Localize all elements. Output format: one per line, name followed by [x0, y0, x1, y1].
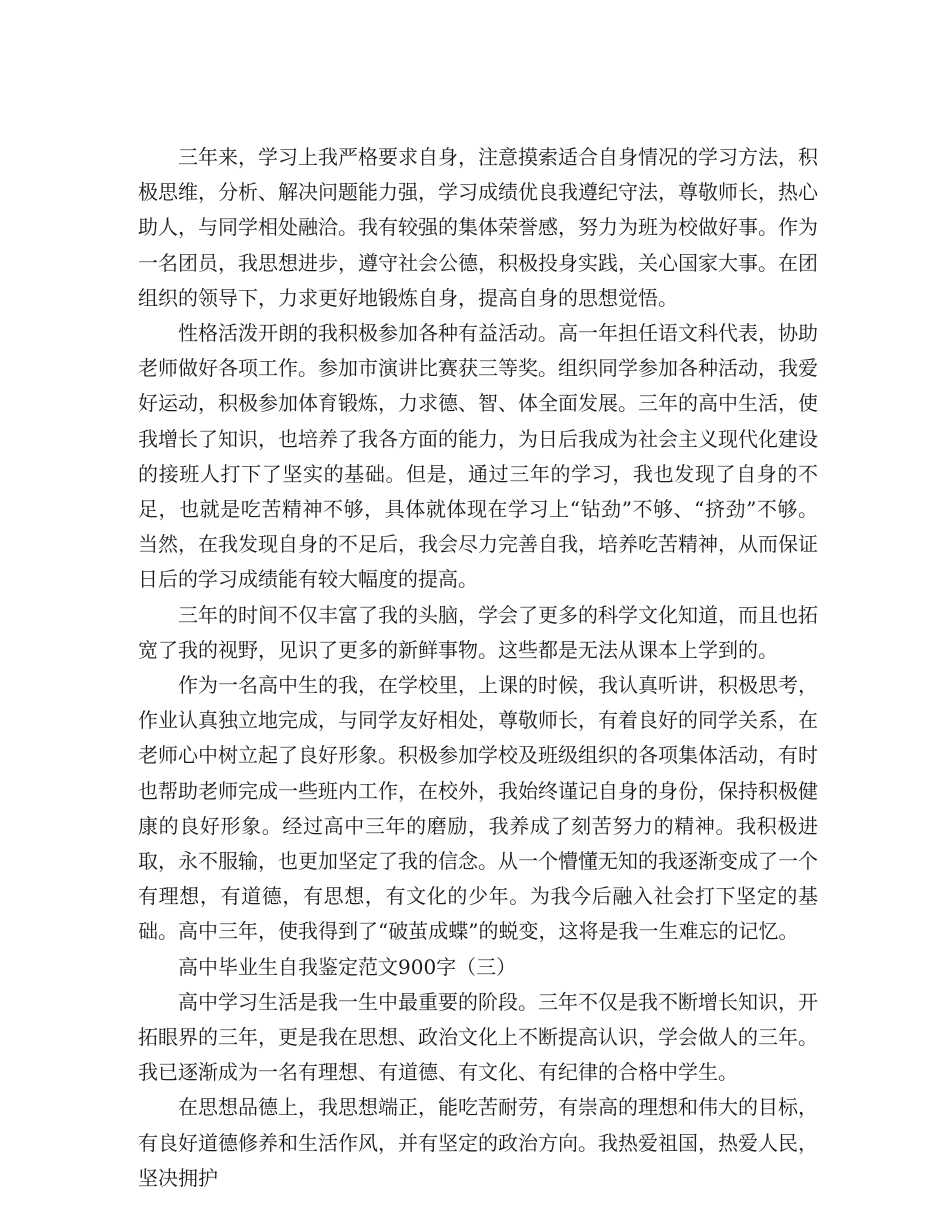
paragraph-moral-character: 在思想品德上，我思想端正，能吃苦耐劳，有崇高的理想和伟大的目标，有良好道德修养和生活作风，并有坚定的政治方向。我热爱祖国，热爱人民，坚决拥护 — [138, 1095, 818, 1190]
section-heading: 高中毕业生自我鉴定范文900字（三） — [178, 954, 517, 979]
paragraph-horizons: 三年的时间不仅丰富了我的头脑，学会了更多的科学文化知道，而且也拓宽了我的视野，见识了更多的新鲜事物。这些都是无法从课本上学到的。 — [138, 602, 818, 662]
paragraph-study-discipline: 三年来，学习上我严格要求自身，注意摸索适合自身情况的学习方法，积极思维，分析、解决问题能力强，学习成绩优良我遵纪守法，尊敬师长，热心助人，与同学相处融洽。我有较强的集体荣誉感，努力为班为校做好事。作为一名团员，我思想进步，遵守社会公德，积极投身实践，关心国家大事。在团组织的领导下，力求更好地锻炼自身，提高自身的思想觉悟。 — [138, 145, 818, 310]
paragraph-activities: 性格活泼开朗的我积极参加各种有益活动。高一年担任语文科代表，协助老师做好各项工作。参加市演讲比赛获三等奖。组织同学参加各种活动，我爱好运动，积极参加体育锻炼，力求德、智、体全面发展。三年的高中生活，使我增长了知识，也培养了我各方面的能力，为日后我成为社会主义现代化建设的接班人打下了坚实的基础。但是，通过三年的学习，我也发现了自身的不足，也就是吃苦精神不够，具体就体现在学习上“钻劲”不够、“挤劲”不够。当然，在我发现自身的不足后，我会尽力完善自我，培养吃苦精神，从而保证日后的学习成绩能有较大幅度的提高。 — [138, 321, 818, 592]
paragraph-important-stage: 高中学习生活是我一生中最重要的阶段。三年不仅是我不断增长知识，开拓眼界的三年，更是我在思想、政治文化上不断提高认识，学会做人的三年。我已逐渐成为一名有理想、有道德、有文化、有纪律的合格中学生。 — [138, 989, 818, 1085]
paragraph-school-life: 作为一名高中生的我，在学校里，上课的时候，我认真听讲，积极思考，作业认真独立地完成，与同学友好相处，尊敬师长，有着良好的同学关系，在老师心中树立起了良好形象。积极参加学校及班级组织的各项集体活动，有时也帮助老师完成一些班内工作，在校外，我始终谨记自身的身份，保持积极健康的良好形象。经过高中三年的磨励，我养成了刻苦努力的精神。我积极进取，永不服输，也更加坚定了我的信念。从一个懵懂无知的我逐渐变成了一个有理想，有道德，有思想，有文化的少年。为我今后融入社会打下坚定的基础。高中三年，使我得到了“破茧成蝶”的蜕变，这将是我一生难忘的记忆。 — [138, 673, 818, 944]
document-page — [138, 140, 818, 1196]
